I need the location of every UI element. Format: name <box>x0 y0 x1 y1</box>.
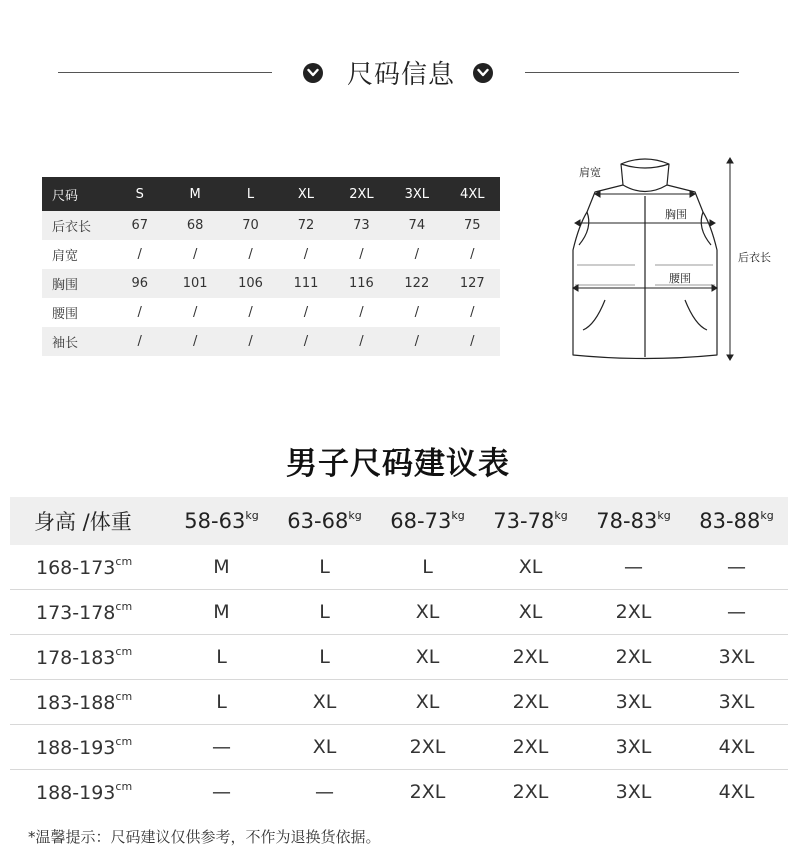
weight-header <box>273 497 376 545</box>
height-range: 188-193 <box>36 782 116 804</box>
header-divider-right <box>525 72 739 73</box>
height-range: 173-178 <box>36 602 116 624</box>
table-cell: / <box>389 298 444 327</box>
size-cell: XL <box>479 545 582 590</box>
table-cell: 101 <box>167 269 222 298</box>
table-row <box>42 298 500 327</box>
table-cell: / <box>167 240 222 269</box>
weight-range: 63-68 <box>287 509 349 533</box>
size-header-cell: 尺码 <box>42 177 112 211</box>
height-unit: cm <box>115 690 133 703</box>
size-cell: 2XL <box>479 680 582 725</box>
size-cell: 4XL <box>685 725 788 770</box>
height-unit: cm <box>115 600 133 613</box>
table-row <box>42 211 500 240</box>
table-cell: 96 <box>112 269 167 298</box>
weight-header <box>170 497 273 545</box>
chevron-down-icon <box>473 63 493 83</box>
size-cell: — <box>170 725 273 770</box>
weight-header <box>685 497 788 545</box>
table-cell: 68 <box>167 211 222 240</box>
weight-range: 78-83 <box>596 509 658 533</box>
size-cell: 2XL <box>376 725 479 770</box>
row-label: 袖长 <box>42 327 112 356</box>
row-label: 肩宽 <box>42 240 112 269</box>
size-cell: — <box>685 590 788 635</box>
table-row <box>42 327 500 356</box>
size-cell: — <box>582 545 685 590</box>
corner-header: 身高 /体重 <box>10 497 170 545</box>
size-header-cell: XL <box>278 177 333 211</box>
weight-header <box>582 497 685 545</box>
table-cell: 111 <box>278 269 333 298</box>
weight-unit: kg <box>451 509 465 522</box>
table-cell: 75 <box>445 211 500 240</box>
weight-unit: kg <box>348 509 362 522</box>
table-cell: / <box>223 327 278 356</box>
recommendation-header-row <box>10 497 788 545</box>
table-cell: / <box>445 298 500 327</box>
size-cell: 2XL <box>479 725 582 770</box>
weight-unit: kg <box>657 509 671 522</box>
size-cell: L <box>170 635 273 680</box>
size-cell: — <box>315 781 334 803</box>
table-cell: / <box>112 240 167 269</box>
size-cell: L <box>273 590 376 635</box>
table-row <box>42 269 500 298</box>
table-cell: / <box>223 298 278 327</box>
size-header-cell: 2XL <box>334 177 389 211</box>
weight-header <box>376 497 479 545</box>
size-cell: XL <box>376 590 479 635</box>
size-cell: 2XL <box>582 590 685 635</box>
table-row <box>42 240 500 269</box>
size-header-row <box>42 177 500 211</box>
table-cell: 70 <box>223 211 278 240</box>
table-row <box>10 545 788 590</box>
size-cell: — <box>212 781 231 803</box>
height-range: 168-173 <box>36 557 116 579</box>
size-info-table <box>42 177 500 356</box>
table-row <box>10 725 788 770</box>
size-header-cell: M <box>167 177 222 211</box>
table-cell: / <box>278 327 333 356</box>
table-cell: / <box>112 298 167 327</box>
header-divider-left <box>58 72 272 73</box>
table-cell: / <box>389 327 444 356</box>
size-cell: M <box>170 545 273 590</box>
section-header <box>0 50 796 94</box>
size-cell: L <box>273 635 376 680</box>
table-cell: / <box>445 240 500 269</box>
table-cell: 106 <box>223 269 278 298</box>
size-cell: 2XL <box>409 781 446 803</box>
table-cell: 72 <box>278 211 333 240</box>
height-cell <box>10 770 170 815</box>
weight-unit: kg <box>245 509 259 522</box>
table-cell: 67 <box>112 211 167 240</box>
table-cell: / <box>223 240 278 269</box>
table-row <box>10 590 788 635</box>
size-cell: 3XL <box>685 680 788 725</box>
size-cell: L <box>376 545 479 590</box>
table-cell: 74 <box>389 211 444 240</box>
size-cell: 2XL <box>479 635 582 680</box>
height-cell <box>10 545 170 590</box>
size-cell: XL <box>376 635 479 680</box>
row-label: 后衣长 <box>42 211 112 240</box>
height-range: 183-188 <box>36 692 116 714</box>
size-cell: 3XL <box>685 635 788 680</box>
size-cell: M <box>170 590 273 635</box>
size-cell: XL <box>376 680 479 725</box>
size-cell: 2XL <box>512 781 549 803</box>
table-cell: 116 <box>334 269 389 298</box>
size-cell: 2XL <box>582 635 685 680</box>
table-cell: 73 <box>334 211 389 240</box>
table-cell: / <box>278 298 333 327</box>
size-cell: 3XL <box>615 781 652 803</box>
table-cell: / <box>278 240 333 269</box>
height-unit: cm <box>115 555 133 568</box>
table-cell: / <box>167 298 222 327</box>
weight-range: 73-78 <box>493 509 555 533</box>
height-unit: cm <box>115 735 133 748</box>
height-cell <box>10 590 170 635</box>
recommendation-title: 男子尺码建议表 <box>286 446 510 482</box>
size-header-cell: 3XL <box>389 177 444 211</box>
weight-header <box>479 497 582 545</box>
size-cell: XL <box>273 680 376 725</box>
chevron-down-icon <box>303 63 323 83</box>
table-cell: 122 <box>389 269 444 298</box>
table-row <box>10 680 788 725</box>
table-cell: / <box>389 240 444 269</box>
size-cell: 3XL <box>582 680 685 725</box>
size-cell: — <box>685 545 788 590</box>
row-label: 腰围 <box>42 298 112 327</box>
size-header-cell: L <box>223 177 278 211</box>
size-header-cell: S <box>112 177 167 211</box>
row-label: 胸围 <box>42 269 112 298</box>
weight-range: 58-63 <box>184 509 246 533</box>
height-range: 188-193 <box>36 737 116 759</box>
table-cell: / <box>112 327 167 356</box>
height-range: 178-183 <box>36 647 116 669</box>
table-cell: / <box>334 327 389 356</box>
table-cell: / <box>334 298 389 327</box>
height-cell <box>10 725 170 770</box>
table-cell: / <box>445 327 500 356</box>
size-cell: L <box>170 680 273 725</box>
table-cell: / <box>334 240 389 269</box>
weight-range: 68-73 <box>390 509 452 533</box>
height-cell <box>10 680 170 725</box>
size-recommendation-table <box>10 497 788 814</box>
table-cell: / <box>167 327 222 356</box>
waist-label: 腰围 <box>669 272 691 285</box>
table-cell: 127 <box>445 269 500 298</box>
table-row <box>10 635 788 680</box>
back-length-label: 后衣长 <box>738 251 771 264</box>
weight-range: 83-88 <box>699 509 761 533</box>
size-cell: 4XL <box>718 781 755 803</box>
shoulder-width-label: 肩宽 <box>579 166 601 179</box>
size-cell: XL <box>479 590 582 635</box>
weight-unit: kg <box>760 509 774 522</box>
chest-label: 胸围 <box>665 208 687 221</box>
table-row <box>10 770 788 815</box>
section-title: 尺码信息 <box>346 60 455 90</box>
size-header-cell: 4XL <box>445 177 500 211</box>
height-unit: cm <box>115 645 133 658</box>
weight-unit: kg <box>554 509 568 522</box>
height-unit: cm <box>115 780 133 793</box>
height-cell <box>10 635 170 680</box>
size-cell: L <box>273 545 376 590</box>
size-cell: XL <box>273 725 376 770</box>
disclaimer-note: *温馨提示：尺码建议仅供参考，不作为退换货依据。 <box>28 828 381 846</box>
size-cell: 3XL <box>582 725 685 770</box>
vest-measurement-diagram <box>565 150 795 370</box>
